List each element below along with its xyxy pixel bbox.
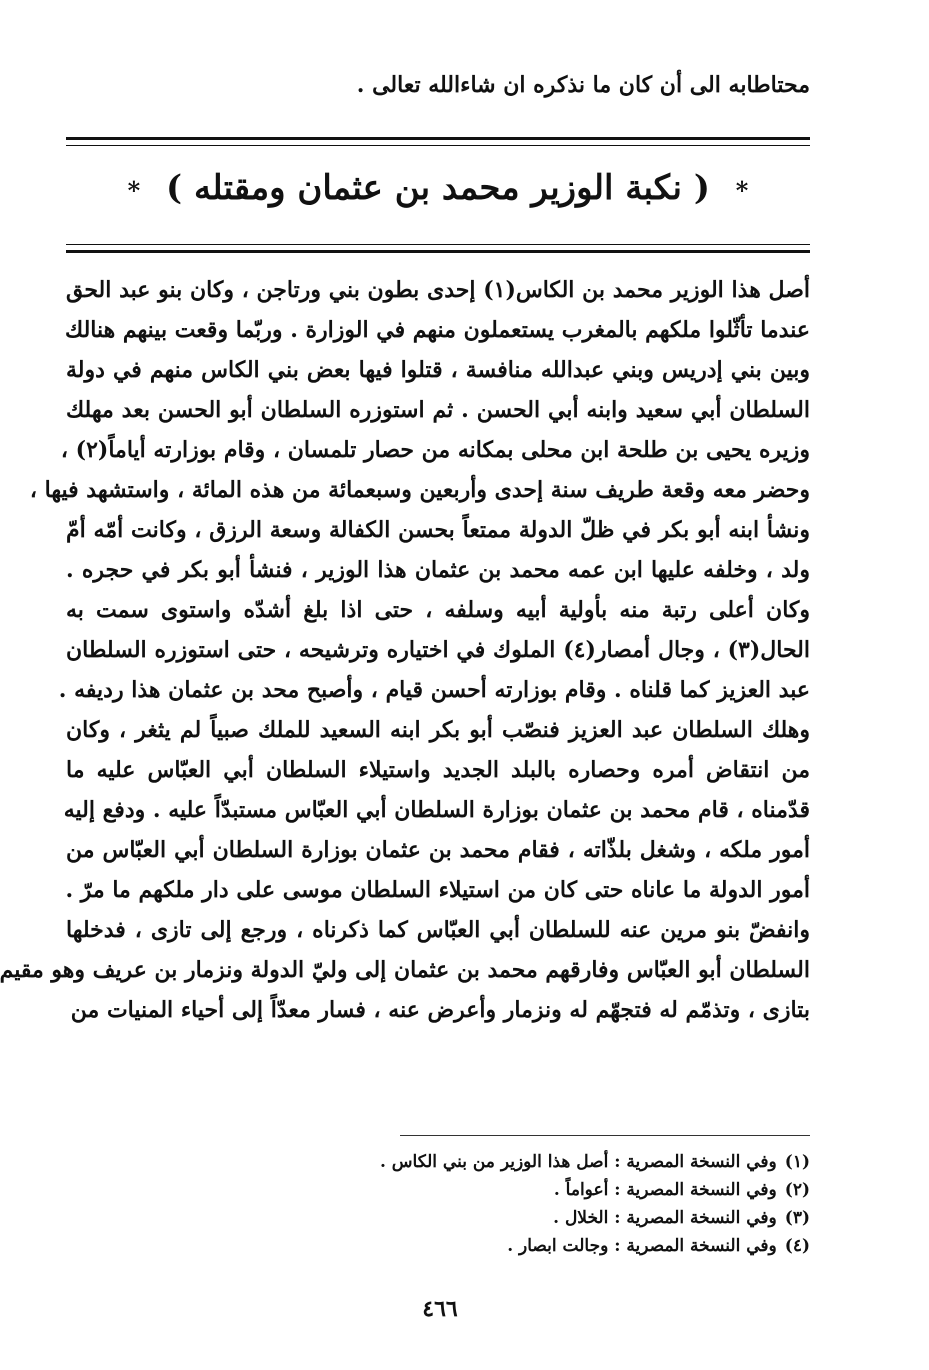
body-text xyxy=(0,270,810,1030)
body-line: من انتقاض أمره وحصاره بالبلد الجديد واستيلاء السلطان أبي العبّاس عليه ما xyxy=(66,757,810,783)
footnote-number: (٢) xyxy=(784,1180,810,1200)
body-line: عبد العزيز كما قلناه . وقام بوزارته أحسن قيام ، وأصبح محد بن عثمان هذا رديفه . xyxy=(58,677,810,703)
body-line: أصل هذا الوزير محمد بن الكاس(١) إحدى بطون بني ورتاجن ، وكان بنو عبد الحق xyxy=(66,277,810,303)
footnote-item xyxy=(300,1232,810,1260)
footnote-number: (٤) xyxy=(784,1236,810,1256)
body-line: وحضر معه وقعة طريف سنة إحدى وأربعين وسبعمائة من هذه المائة ، واستشهد فيها ، xyxy=(29,477,810,503)
body-line: ونشأ ابنه أبو بكر في ظلّ الدولة ممتعاً بحسن الكفالة وسعة الرزق ، وكانت أمّه أمّ xyxy=(66,517,810,543)
top-double-rule-lower xyxy=(66,145,810,146)
footnote-text: وفي النسخة المصرية : الخلال . xyxy=(553,1208,777,1228)
body-line: وهلك السلطان عبد العزيز فنصّب أبو بكر ابنه السعيد للملك صبياً لم يثغر ، وكان xyxy=(66,717,810,743)
heading-star-right: * xyxy=(735,175,749,205)
body-line: بتازى ، وتذمّم له فتجهّم له ونزمار وأعرض عنه ، فسار معدّاً إلى أحياء المنيات من xyxy=(70,997,810,1023)
bottom-double-rule-lower xyxy=(66,250,810,253)
footnote-number: (١) xyxy=(784,1152,810,1172)
bottom-double-rule-upper xyxy=(66,244,810,245)
section-heading xyxy=(66,168,810,208)
body-line: ولد ، وخلفه عليها ابن عمه محمد بن عثمان هذا الوزير ، فنشأ أبو بكر في حجره . xyxy=(66,557,810,583)
footnote-item xyxy=(300,1176,810,1204)
body-line: قدّمناه ، قام محمد بن عثمان بوزارة السلطان أبي العبّاس مستبدّاً عليه . ودفع إليه xyxy=(63,797,810,823)
body-line: وزيره يحيى بن طلحة ابن محلى بمكانه من حصار تلمسان ، وقام بوزارته أياماً(٢) ، xyxy=(60,437,810,463)
body-line: الحال(٣) ، وجال أمصار(٤) الملوك في اختياره وترشيحه ، حتى استوزره السلطان xyxy=(66,637,810,663)
footnote-text: وفي النسخة المصرية : أعواماً . xyxy=(553,1180,777,1200)
heading-star-left: * xyxy=(127,175,141,205)
body-line: وبين بني إدريس وبني عبدالله منافسة ، قتلوا فيها بعض بني الكاس منهم في دولة xyxy=(66,357,810,383)
section-title: ( نكبة الوزير محمد بن عثمان ومقتله ) xyxy=(166,168,710,208)
footnote-text: وفي النسخة المصرية : وجالت ابصار . xyxy=(507,1236,777,1256)
top-double-rule-upper xyxy=(66,137,810,140)
body-line: أمور ملكه ، وشغل بلذّاته ، فقام محمد بن عثمان بوزارة السلطان أبي العبّاس من xyxy=(66,837,810,863)
page-number: ٤٦٦ xyxy=(422,1296,458,1322)
footnotes xyxy=(300,1148,810,1260)
body-line: عندما تأثّلوا ملكهم بالمغرب يستعملون منهم في الوزارة . وربّما وقعت بينهم هنالك xyxy=(65,317,810,343)
body-line: وانفضّ بنو مرين عنه للسلطان أبي العبّاس كما ذكرناه ، ورجع إلى تازى ، فدخلها xyxy=(66,917,810,943)
body-line: أمور الدولة ما عاناه حتى كان من استيلاء السلطان موسى على دار ملكهم ما مرّ . xyxy=(65,877,810,903)
footnote-item xyxy=(300,1148,810,1176)
footnote-text: وفي النسخة المصرية : أصل هذا الوزير من بني الكاس . xyxy=(379,1152,777,1172)
footnote-separator xyxy=(400,1135,810,1136)
body-line: السلطان أبي سعيد وابنه أبي الحسن . ثم استوزره السلطان أبو الحسن بعد مهلك xyxy=(66,397,810,423)
footnote-item xyxy=(300,1204,810,1232)
footnote-number: (٣) xyxy=(784,1208,810,1228)
body-line: وكان أعلى رتبة منه بأولية أبيه وسلفه ، حتى اذا بلغ أشدّه واستوى سمت به xyxy=(66,597,810,623)
body-line: السلطان أبو العبّاس وفارقهم محمد بن عثمان إلى وليّ الدولة ونزمار بن عريف وهو مقيم xyxy=(0,957,810,983)
continuation-line: محتاطابه الى أن كان ما نذكره ان شاءالله تعالى . xyxy=(356,72,810,98)
